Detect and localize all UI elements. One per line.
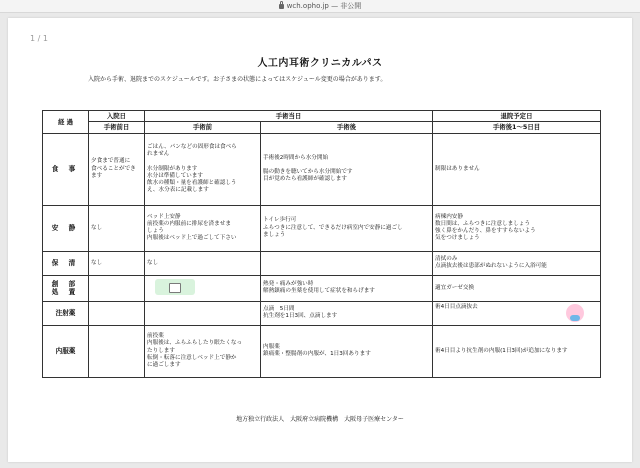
table-cell [89,325,145,377]
table-cell: 制限はありません [433,133,601,205]
document-title: 人工内耳術クリニカルパス [257,58,383,69]
row-label: 安 静 [43,205,89,251]
table-cell: 点滴 5日間 抗生剤を1日3回、点滴します [261,301,433,325]
table-cell: 術4日目より抗生剤の内服(1日3回)が追加になります [433,325,601,377]
table-cell: なし [145,251,261,275]
pre-op-header: 手術前 [145,122,261,133]
table-cell: 前投薬 内服後は、ふらふらしたり眠たくなっ たりします 転倒・転落に注意しベッド上で静か に過ごします [145,325,261,377]
clinical-path-table [42,110,601,378]
table-cell: 熱発・痛みが強い時 解熱鎮痛の坐薬を使用して症状を和らげます [261,275,433,301]
discharge-header: 退院予定日 [433,111,601,122]
table-cell-text: 術4日目点滴抜去 [435,304,478,311]
table-cell [261,251,433,275]
row-label: 食 事 [43,133,89,205]
row-label: 注射薬 [43,301,89,325]
privacy-status: — 非公開 [331,2,362,10]
row-label: 創 部 処 置 [43,275,89,301]
header-row-1 [43,111,601,122]
post-op-header: 手術後 [261,122,433,133]
table-cell: 内服薬 鎮痛薬・整腸剤の内服が、1日3回あります [261,325,433,377]
table-row [43,301,601,325]
document-page [8,18,632,462]
table-cell: 適宜ガーゼ交換 [433,275,601,301]
table-cell: 夕食まで普通に 食べることができ ます [89,133,145,205]
browser-address-bar [0,0,640,13]
table-row [43,325,601,377]
table-cell: トイレ歩行可 ふらつきに注意して、できるだけ病室内で安静に過ごし ましょう [261,205,433,251]
post-days-header: 手術後1〜5日目 [433,122,601,133]
table-row [43,133,601,205]
character-illustration [566,304,584,322]
surgery-day-header: 手術当日 [145,111,433,122]
url-text: wch.opho.jp [286,2,329,10]
table-cell [433,301,601,325]
table-cell: 清拭のみ 点滴抜去後は患部がぬれないように入浴可能 [433,251,601,275]
phase-header: 経 過 [43,111,89,134]
table-cell [145,275,261,301]
table-cell: 手術後2時間から水分開始 腸の動きを聴いてから水分開始です 目が覚めたら看護師が確認します [261,133,433,205]
table-cell [145,301,261,325]
bed-rest-illustration [155,279,195,295]
admission-header: 入院日 [89,111,145,122]
table-cell: なし [89,205,145,251]
document-footer: 地方独立行政法人 大阪府立病院機構 大阪母子医療センター [236,416,404,423]
table-cell: 病棟内安静 数日間は、ふらつきに注意しましょう 強く鼻をかんだり、鼻をすすらないよう 気をつけましょう [433,205,601,251]
table-cell [89,275,145,301]
table-row [43,275,601,301]
header-row-2 [43,122,601,133]
table-cell: なし [89,251,145,275]
intro-text: 入院から手術、退院までのスケジュールです。お子さまの状態によってはスケジュール変更の場合があります。 [88,76,387,83]
table-row [43,251,601,275]
table-cell: ベッド上安静 前投薬の内服前に排尿を済ませま しょう 内服後はベッド上で過ごして下さい [145,205,261,251]
pre-day-header: 手術前日 [89,122,145,133]
table-row [43,205,601,251]
row-label: 内服薬 [43,325,89,377]
table-cell [89,301,145,325]
page-indicator: 1 / 1 [30,34,48,43]
row-label: 保 清 [43,251,89,275]
lock-icon [279,4,284,9]
table-cell: ごはん、パンなどの固形食は食べら れません 水分制限があります 水分は準備しています 飲水の種類・量を看護師と確認しう え、水分表に記載します [145,133,261,205]
